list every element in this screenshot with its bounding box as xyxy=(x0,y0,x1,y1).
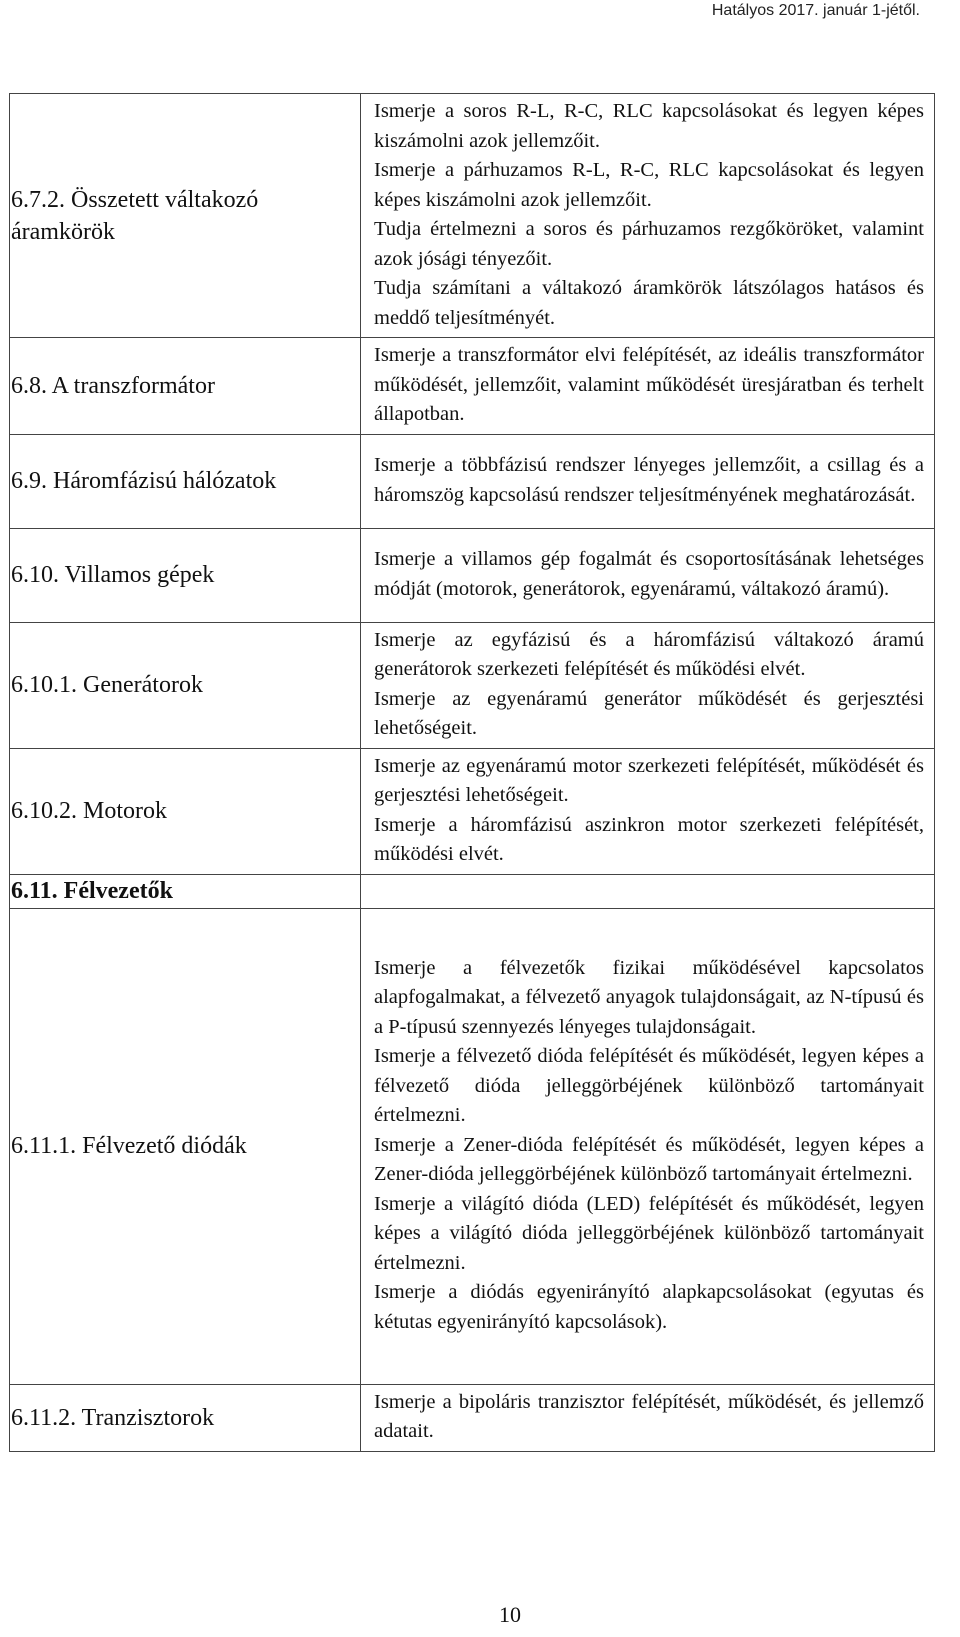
requirement-text: Ismerje a bipoláris tranzisztor felépítését, működését, és jellemző adatait. xyxy=(374,1390,924,1442)
table-row xyxy=(10,748,935,874)
requirement-text: Ismerje az egyfázisú és a háromfázisú váltakozó áramú generátorok szerkezeti felépítését és működési elvét. xyxy=(374,628,924,680)
topic-title: 6.11.1. Félvezető diódák xyxy=(11,1133,247,1159)
table-row xyxy=(10,908,935,1384)
requirement-text: Ismerje a Zener-dióda felépítését és működését, legyen képes a Zener-dióda jelleggörbéjének különböző tartományait értelmezni. xyxy=(374,1133,924,1186)
topic-cell xyxy=(10,1384,361,1451)
table-row xyxy=(10,528,935,622)
table-row xyxy=(10,1384,935,1451)
topic-title: 6.11.2. Tranzisztorok xyxy=(11,1404,215,1431)
requirement-text: Ismerje a párhuzamos R-L, R-C, RLC kapcsolásokat és legyen képes kiszámolni azok jellemzőit. xyxy=(374,159,924,211)
requirement-text: Ismerje az egyenáramú generátor működését és gerjesztési lehetőségeit. xyxy=(374,687,924,739)
topic-title: 6.10.1. Generátorok xyxy=(11,672,203,698)
curriculum-table xyxy=(9,93,935,1452)
table-row xyxy=(10,622,935,748)
topic-title: 6.8. A transzformátor xyxy=(11,372,215,399)
description-cell xyxy=(361,908,935,1384)
requirement-text: Tudja értelmezni a soros és párhuzamos rezgőköröket, valamint azok jósági tényezőit. xyxy=(374,218,924,270)
requirement-text: Tudja számítani a váltakozó áramkörök látszólagos hatásos és meddő teljesítményét. xyxy=(374,277,924,329)
requirement-text: Ismerje a többfázisú rendszer lényeges jellemzőit, a csillag és a háromszög kapcsolású rendszer teljesítményének meghatározását. xyxy=(374,454,924,506)
topic-cell xyxy=(10,748,361,874)
effective-date-header: Hatályos 2017. január 1-jétől. xyxy=(711,2,920,19)
topic-cell xyxy=(10,874,361,908)
requirement-text: Ismerje a diódás egyenirányító alapkapcsolásokat (egyutas és kétutas egyenirányító kapcsolások). xyxy=(374,1281,924,1333)
table-row xyxy=(10,874,935,908)
topic-cell xyxy=(10,94,361,338)
description-cell xyxy=(361,1384,935,1451)
description-cell xyxy=(361,528,935,622)
description-cell xyxy=(361,94,935,338)
table-row xyxy=(10,94,935,338)
requirement-text: Ismerje a háromfázisú aszinkron motor szerkezeti felépítését, működési elvét. xyxy=(374,813,924,865)
topic-title: 6.10.2. Motorok xyxy=(11,798,167,824)
requirement-text: Ismerje a félvezető dióda felépítését és működését, legyen képes a félvezető dióda jelleggörbéjének különböző tartományait értelmezni. xyxy=(374,1045,924,1127)
requirement-text: Ismerje a félvezetők fizikai működésével kapcsolatos alapfogalmakat, a félvezető anyagok tulajdonságait, az N-típusú és a P-típusú szennyezés lényeges tulajdonságait. xyxy=(374,956,924,1038)
description-cell xyxy=(361,622,935,748)
requirement-text: Ismerje az egyenáramú motor szerkezeti felépítését, működését és gerjesztési lehetőségeit. xyxy=(374,754,924,806)
description-cell xyxy=(361,874,935,908)
topic-title: 6.11. Félvezetők xyxy=(11,878,173,904)
requirement-text: Ismerje a világító dióda (LED) felépítését és működését, legyen képes a világító dióda jelleggörbéjének különböző tartományait értelmezni. xyxy=(374,1192,924,1274)
topic-title: 6.7.2. Összetett váltakozó áramkörök xyxy=(11,186,259,245)
description-cell xyxy=(361,338,935,435)
table-row xyxy=(10,434,935,528)
table-row xyxy=(10,338,935,435)
description-cell xyxy=(361,748,935,874)
topic-title: 6.9. Háromfázisú hálózatok xyxy=(11,468,277,494)
requirement-text: Ismerje a soros R-L, R-C, RLC kapcsolásokat és legyen képes kiszámolni azok jellemzőit. xyxy=(374,100,924,152)
page-number: 10 xyxy=(499,1602,521,1627)
topic-cell xyxy=(10,528,361,622)
description-cell xyxy=(361,434,935,528)
requirement-text: Ismerje a transzformátor elvi felépítését, az ideális transzformátor működését, jellemzőit, valamint működését üresjáratban és terhelt állapotban. xyxy=(374,344,924,425)
topic-cell xyxy=(10,338,361,435)
requirement-text: Ismerje a villamos gép fogalmát és csoportosításának lehetséges módját (motorok, generátorok, egyenáramú, váltakozó áramú). xyxy=(374,548,924,600)
topic-title: 6.10. Villamos gépek xyxy=(11,562,215,588)
topic-cell xyxy=(10,622,361,748)
topic-cell xyxy=(10,434,361,528)
topic-cell xyxy=(10,908,361,1384)
